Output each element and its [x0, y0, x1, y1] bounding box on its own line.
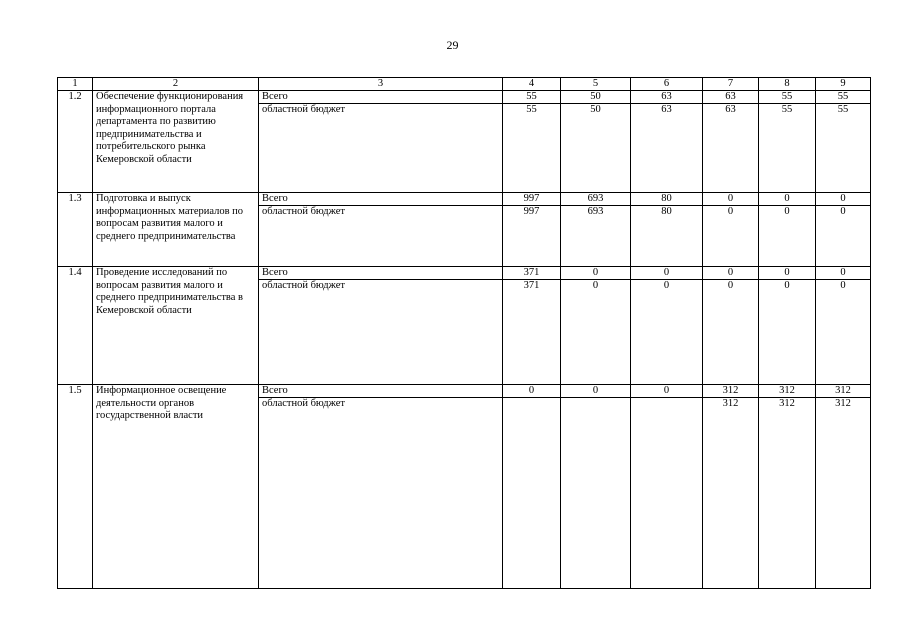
budget-table	[57, 77, 871, 589]
value-cell: 312	[816, 385, 871, 398]
value-cell: 0	[759, 206, 816, 267]
value-cell: 55	[816, 91, 871, 104]
column-header: 5	[561, 78, 631, 91]
value-cell: 693	[561, 206, 631, 267]
value-cell: 55	[503, 91, 561, 104]
page-number: 29	[446, 38, 459, 52]
table-row-total	[58, 385, 871, 398]
value-cell: 0	[816, 193, 871, 206]
value-cell: 0	[703, 280, 759, 385]
value-cell: 80	[631, 193, 703, 206]
value-cell: 63	[631, 91, 703, 104]
value-cell: 55	[816, 104, 871, 193]
value-cell: 0	[631, 385, 703, 398]
row-index: 1.2	[58, 91, 93, 193]
value-cell: 0	[631, 267, 703, 280]
funding-source-budget: областной бюджет	[259, 104, 503, 193]
value-cell: 312	[703, 385, 759, 398]
value-cell: 0	[703, 267, 759, 280]
funding-source-total: Всего	[259, 385, 503, 398]
column-header: 8	[759, 78, 816, 91]
value-cell: 0	[759, 280, 816, 385]
value-cell: 997	[503, 206, 561, 267]
value-cell: 0	[703, 206, 759, 267]
value-cell	[631, 398, 703, 589]
value-cell: 312	[703, 398, 759, 589]
row-description: Подготовка и выпуск информационных материалов по вопросам развития малого и среднего предпринимательства	[93, 193, 259, 267]
row-description: Информационное освещение деятельности органов государственной власти	[93, 385, 259, 589]
column-header: 7	[703, 78, 759, 91]
value-cell: 0	[816, 267, 871, 280]
value-cell: 0	[503, 385, 561, 398]
value-cell: 0	[759, 267, 816, 280]
row-index: 1.3	[58, 193, 93, 267]
value-cell: 0	[816, 206, 871, 267]
value-cell: 0	[631, 280, 703, 385]
funding-source-total: Всего	[259, 91, 503, 104]
value-cell: 50	[561, 91, 631, 104]
value-cell: 63	[703, 104, 759, 193]
value-cell: 80	[631, 206, 703, 267]
value-cell: 371	[503, 267, 561, 280]
value-cell: 63	[703, 91, 759, 104]
value-cell: 55	[503, 104, 561, 193]
value-cell	[561, 398, 631, 589]
column-header: 2	[93, 78, 259, 91]
column-header: 3	[259, 78, 503, 91]
value-cell: 693	[561, 193, 631, 206]
value-cell: 50	[561, 104, 631, 193]
value-cell: 55	[759, 104, 816, 193]
column-header: 6	[631, 78, 703, 91]
table-row-total	[58, 267, 871, 280]
row-index: 1.4	[58, 267, 93, 385]
column-header: 4	[503, 78, 561, 91]
value-cell: 0	[561, 267, 631, 280]
value-cell: 0	[759, 193, 816, 206]
funding-source-budget: областной бюджет	[259, 280, 503, 385]
header-row	[58, 78, 871, 91]
row-description: Проведение исследований по вопросам развития малого и среднего предпринимательства в Кемеровской области	[93, 267, 259, 385]
value-cell: 63	[631, 104, 703, 193]
funding-source-budget: областной бюджет	[259, 206, 503, 267]
funding-source-total: Всего	[259, 193, 503, 206]
value-cell: 55	[759, 91, 816, 104]
column-header: 9	[816, 78, 871, 91]
value-cell: 312	[759, 385, 816, 398]
column-header: 1	[58, 78, 93, 91]
value-cell: 997	[503, 193, 561, 206]
funding-source-total: Всего	[259, 267, 503, 280]
value-cell: 0	[561, 280, 631, 385]
value-cell: 0	[561, 385, 631, 398]
value-cell: 0	[816, 280, 871, 385]
row-index: 1.5	[58, 385, 93, 589]
table-row-total	[58, 193, 871, 206]
row-description: Обеспечение функционирования информационного портала департамента по развитию предпринимательства и потребительского рынка Кемеровской области	[93, 91, 259, 193]
value-cell: 0	[703, 193, 759, 206]
value-cell: 312	[816, 398, 871, 589]
value-cell: 371	[503, 280, 561, 385]
value-cell	[503, 398, 561, 589]
table-row-total	[58, 91, 871, 104]
value-cell: 312	[759, 398, 816, 589]
funding-source-budget: областной бюджет	[259, 398, 503, 589]
